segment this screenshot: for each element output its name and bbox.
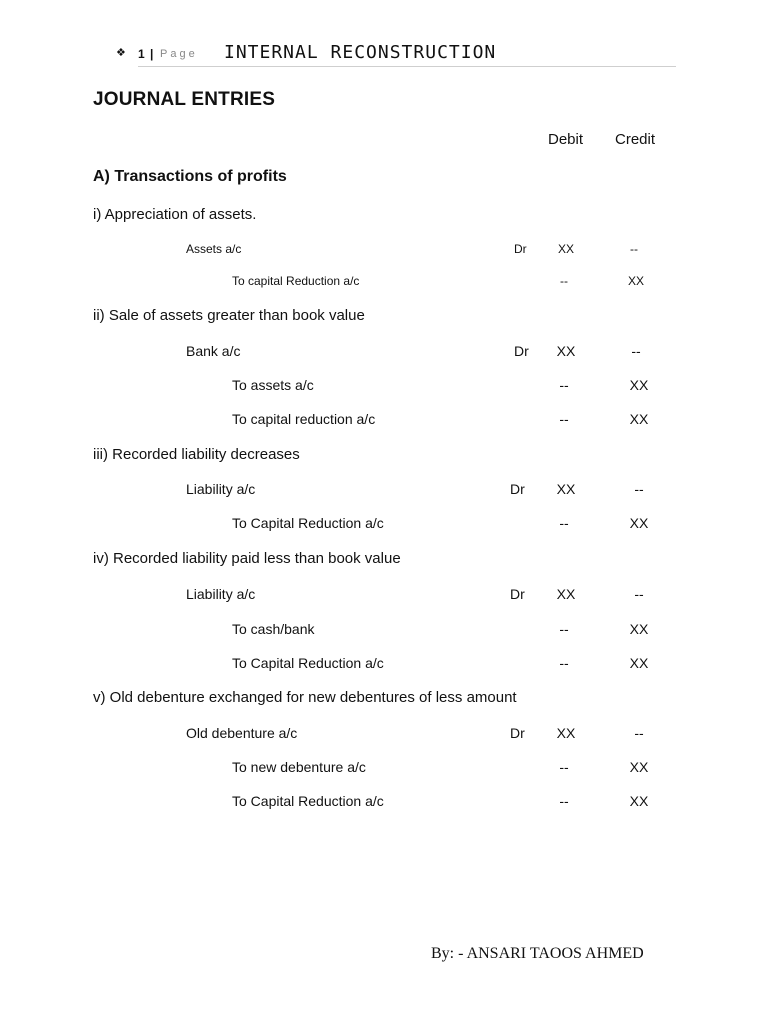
- debit-value: --: [560, 274, 568, 288]
- account-name: To cash/bank: [232, 621, 315, 637]
- section-heading: A) Transactions of profits: [93, 168, 287, 185]
- dr-marker: Dr: [510, 481, 525, 497]
- entry-heading: ii) Sale of assets greater than book value: [93, 307, 365, 324]
- credit-value: XX: [629, 621, 649, 637]
- credit-value: --: [634, 481, 644, 497]
- author-footer: By: - ANSARI TAOOS AHMED: [431, 945, 644, 962]
- account-name: To capital reduction a/c: [232, 411, 376, 427]
- page-label: Page: [160, 48, 198, 60]
- credit-value: XX: [629, 411, 649, 427]
- entry-heading: iii) Recorded liability decreases: [93, 446, 300, 463]
- debit-value: XX: [556, 725, 576, 741]
- dr-marker: Dr: [514, 343, 529, 359]
- page-number: 1 |: [138, 47, 155, 61]
- credit-value: XX: [629, 793, 649, 809]
- diamond-bullet-icon: ❖: [116, 47, 126, 59]
- credit-value: --: [631, 343, 641, 359]
- header-title: INTERNAL RECONSTRUCTION: [224, 42, 497, 63]
- account-name: To Capital Reduction a/c: [232, 793, 384, 809]
- account-name: To assets a/c: [232, 377, 314, 393]
- credit-value: XX: [627, 274, 645, 288]
- account-name: To Capital Reduction a/c: [232, 515, 384, 531]
- debit-value: --: [559, 515, 569, 531]
- debit-value: XX: [557, 242, 575, 256]
- debit-value: --: [559, 793, 569, 809]
- account-name: Liability a/c: [186, 586, 256, 602]
- debit-value: --: [559, 411, 569, 427]
- account-name: To capital Reduction a/c: [232, 274, 360, 288]
- credit-value: XX: [629, 377, 649, 393]
- account-name: To new debenture a/c: [232, 759, 366, 775]
- dr-marker: Dr: [514, 242, 527, 256]
- dr-marker: Dr: [510, 586, 525, 602]
- debit-value: --: [559, 621, 569, 637]
- debit-value: XX: [556, 586, 576, 602]
- debit-value: --: [559, 655, 569, 671]
- account-name: Bank a/c: [186, 343, 241, 359]
- credit-column-header: Credit: [615, 131, 656, 148]
- account-name: Old debenture a/c: [186, 725, 298, 741]
- credit-value: XX: [629, 759, 649, 775]
- debit-value: --: [559, 759, 569, 775]
- debit-column-header: Debit: [548, 131, 584, 148]
- debit-value: XX: [556, 481, 576, 497]
- account-name: Liability a/c: [186, 481, 256, 497]
- dr-marker: Dr: [510, 725, 525, 741]
- credit-value: XX: [629, 515, 649, 531]
- entry-heading: i) Appreciation of assets.: [93, 206, 257, 223]
- credit-value: --: [634, 586, 644, 602]
- credit-value: --: [630, 242, 638, 256]
- entry-heading: iv) Recorded liability paid less than book value: [93, 550, 401, 567]
- debit-value: XX: [556, 343, 576, 359]
- account-name: Assets a/c: [186, 242, 242, 256]
- header-rule: [138, 66, 676, 67]
- page-header: [116, 42, 676, 66]
- credit-value: --: [634, 725, 644, 741]
- entry-heading: v) Old debenture exchanged for new debentures of less amount: [93, 689, 517, 706]
- credit-value: XX: [629, 655, 649, 671]
- debit-value: --: [559, 377, 569, 393]
- document-title: JOURNAL ENTRIES: [93, 89, 276, 110]
- account-name: To Capital Reduction a/c: [232, 655, 384, 671]
